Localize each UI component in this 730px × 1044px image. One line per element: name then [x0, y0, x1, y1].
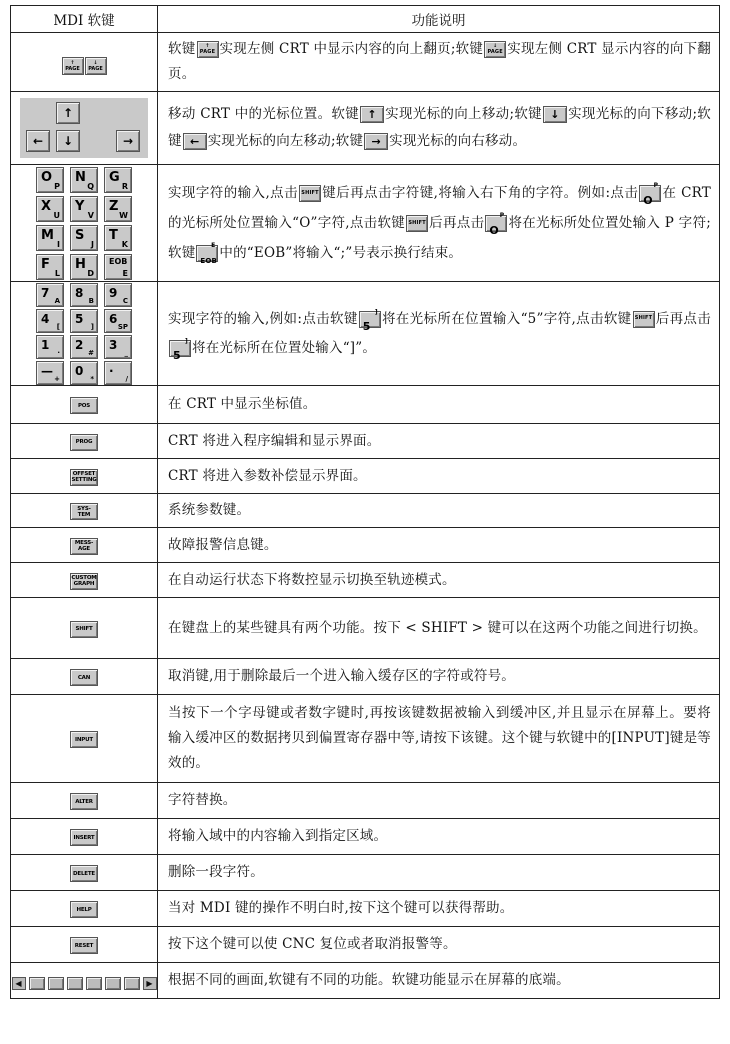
- number-key[interactable]: 2 #: [70, 335, 98, 359]
- shift-key[interactable]: SHIFT: [70, 621, 98, 638]
- page-up-key[interactable]: ↑ PAGE: [62, 57, 84, 75]
- letter-key[interactable]: F L: [36, 254, 64, 280]
- page-key-pair: [62, 57, 107, 75]
- letter-key[interactable]: G R: [104, 167, 132, 193]
- table-row: CUSTOM GRAPH 在自动运行状态下将数控显示切换至轨迹模式。: [11, 563, 720, 598]
- soft-key-left-arrow-icon[interactable]: ◀: [12, 977, 26, 990]
- prog-key[interactable]: PROG: [70, 434, 98, 451]
- col-header-key: MDI 软键: [11, 6, 158, 33]
- letter-key[interactable]: N Q: [70, 167, 98, 193]
- letter-key[interactable]: EOB E: [104, 254, 132, 280]
- table-row: RESET 按下这个键可以使 CNC 复位或者取消报警等。: [11, 927, 720, 963]
- letter-key[interactable]: M I: [36, 225, 64, 251]
- number-key[interactable]: — +: [36, 361, 64, 385]
- five-key-inline: 5 ]: [169, 340, 191, 357]
- table-row: [11, 92, 720, 165]
- desc-cell: 移动 CRT 中的光标位置。软键 ↑ 实现光标的向上移动;软键 ↓ 实现光标的向下移动;软键 ← 实现光标的向左移动;软键 → 实现光标的向右移动。: [158, 92, 720, 165]
- five-key-inline: 5 ]: [359, 311, 381, 328]
- arrow-up-key[interactable]: ↑: [56, 102, 80, 124]
- table-header-row: [11, 6, 720, 33]
- shift-key-inline: SHIFT: [406, 215, 428, 232]
- arrow-left-key[interactable]: ←: [26, 130, 50, 152]
- letter-key[interactable]: O P: [36, 167, 64, 193]
- arrow-down-key[interactable]: ↓: [56, 130, 80, 152]
- soft-key[interactable]: [67, 977, 83, 990]
- number-key[interactable]: 7 A: [36, 283, 64, 307]
- table-row: ALTER 字符替换。: [11, 783, 720, 819]
- number-key[interactable]: 5 ]: [70, 309, 98, 333]
- number-key[interactable]: · /: [104, 361, 132, 385]
- delete-key[interactable]: DELETE: [70, 865, 98, 882]
- table-row: HELP 当对 MDI 键的操作不明白时,按下这个键可以获得帮助。: [11, 891, 720, 927]
- letter-key[interactable]: T K: [104, 225, 132, 251]
- help-key[interactable]: HELP: [70, 901, 98, 918]
- soft-key[interactable]: [48, 977, 64, 990]
- offset-setting-key[interactable]: OFFSET SETTING: [70, 469, 98, 486]
- arrow-up-icon: ↑: [360, 106, 384, 123]
- table-row: OFFSET SETTING CRT 将进入参数补偿显示界面。: [11, 459, 720, 494]
- key-cell: [11, 92, 158, 165]
- letter-key-grid: [36, 167, 132, 280]
- table-row: CAN 取消键,用于删除最后一个进入输入缓存区的字符或符号。: [11, 659, 720, 695]
- soft-key[interactable]: [86, 977, 102, 990]
- arrow-pad: [20, 98, 148, 158]
- table-row: ◀ ▶ 根据不同的画面,软键有不同的功能。软键功能显示在屏幕的底端。: [11, 963, 720, 999]
- key-cell: [11, 282, 158, 386]
- letter-key[interactable]: S J: [70, 225, 98, 251]
- col-header-desc: 功能说明: [158, 6, 720, 33]
- arrow-right-key[interactable]: →: [116, 130, 140, 152]
- number-key[interactable]: 0 *: [70, 361, 98, 385]
- system-key[interactable]: SYS- TEM: [70, 503, 98, 520]
- desc-cell: 实现字符的输入,例如:点击软键 5 ] 将在光标所在位置输入“5”字符,点击软键 SHIFT 后再点击 5 ] 将在光标所在位置处输入“]”。: [158, 282, 720, 386]
- letter-key[interactable]: Z W: [104, 196, 132, 222]
- page-down-key-inline: ↓ PAGE: [484, 41, 506, 58]
- arrow-right-icon: →: [364, 133, 388, 150]
- alter-key[interactable]: ALTER: [70, 793, 98, 810]
- table-row: DELETE 删除一段字符。: [11, 855, 720, 891]
- letter-key[interactable]: X U: [36, 196, 64, 222]
- desc-cell: 软键 ↑ PAGE 实现左侧 CRT 中显示内容的向上翻页;软键 ↓ PAGE 实现左侧 CRT 显示内容的向下翻页。: [158, 33, 720, 92]
- custom-graph-key[interactable]: CUSTOM GRAPH: [70, 573, 98, 590]
- reset-key[interactable]: RESET: [70, 937, 98, 954]
- arrow-down-icon: ↓: [543, 106, 567, 123]
- soft-key[interactable]: [29, 977, 45, 990]
- page-up-key-inline: ↑ PAGE: [197, 41, 219, 58]
- desc-cell: 实现字符的输入,点击 SHIFT 键后再点击字符键,将输入右下角的字符。例如:点击 O P 在 CRT 的光标所处位置输入“O”字符,点击软键 SHIFT 后再点击 O P 将在光标所处位置处输入 P 字符;软键 EOB E 中的“EOB”将输入“;”号表示换行结束。: [158, 165, 720, 282]
- soft-key[interactable]: [105, 977, 121, 990]
- eob-key-inline: EOB E: [196, 245, 218, 262]
- soft-key[interactable]: [124, 977, 140, 990]
- message-key[interactable]: MESS- AGE: [70, 538, 98, 555]
- mdi-key-table: [10, 5, 720, 999]
- letter-key[interactable]: H D: [70, 254, 98, 280]
- number-key[interactable]: 6 SP: [104, 309, 132, 333]
- page-down-key[interactable]: ↓ PAGE: [85, 57, 107, 75]
- number-key[interactable]: 1 ·: [36, 335, 64, 359]
- table-row: [11, 282, 720, 386]
- soft-key-bar: [12, 977, 157, 990]
- table-row: [11, 33, 720, 92]
- table-row: [11, 165, 720, 282]
- table-row: MESS- AGE 故障报警信息键。: [11, 528, 720, 563]
- table-row: PROG CRT 将进入程序编辑和显示界面。: [11, 424, 720, 459]
- key-cell: [11, 165, 158, 282]
- table-row: INSERT 将输入域中的内容输入到指定区域。: [11, 819, 720, 855]
- number-key[interactable]: 9 C: [104, 283, 132, 307]
- number-key[interactable]: 4 [: [36, 309, 64, 333]
- shift-key-inline: SHIFT: [633, 311, 655, 328]
- op-key-inline: O P: [639, 185, 661, 202]
- soft-key-right-arrow-icon[interactable]: ▶: [143, 977, 157, 990]
- letter-key[interactable]: Y V: [70, 196, 98, 222]
- table-row: INPUT 当按下一个字母键或者数字键时,再按该键数据被输入到缓冲区,并且显示在屏幕上。要将输入缓冲区的数据拷贝到偏置寄存器中等,请按下该键。这个键与软键中的[INPUT]键是等效的。: [11, 695, 720, 783]
- key-cell: [11, 33, 158, 92]
- number-key[interactable]: 8 B: [70, 283, 98, 307]
- insert-key[interactable]: INSERT: [70, 829, 98, 846]
- number-key[interactable]: 3 _: [104, 335, 132, 359]
- table-row: SYS- TEM 系统参数键。: [11, 494, 720, 528]
- pos-key[interactable]: POS: [70, 397, 98, 414]
- op-key-inline: O P: [485, 215, 507, 232]
- table-row: SHIFT 在键盘上的某些键具有两个功能。按下 < SHIFT > 键可以在这两个功能之间进行切换。: [11, 598, 720, 659]
- arrow-left-icon: ←: [183, 133, 207, 150]
- input-key[interactable]: INPUT: [70, 731, 98, 748]
- shift-key-inline: SHIFT: [299, 185, 321, 202]
- number-key-grid: [36, 283, 132, 385]
- table-row: POS 在 CRT 中显示坐标值。: [11, 386, 720, 424]
- can-key[interactable]: CAN: [70, 669, 98, 686]
